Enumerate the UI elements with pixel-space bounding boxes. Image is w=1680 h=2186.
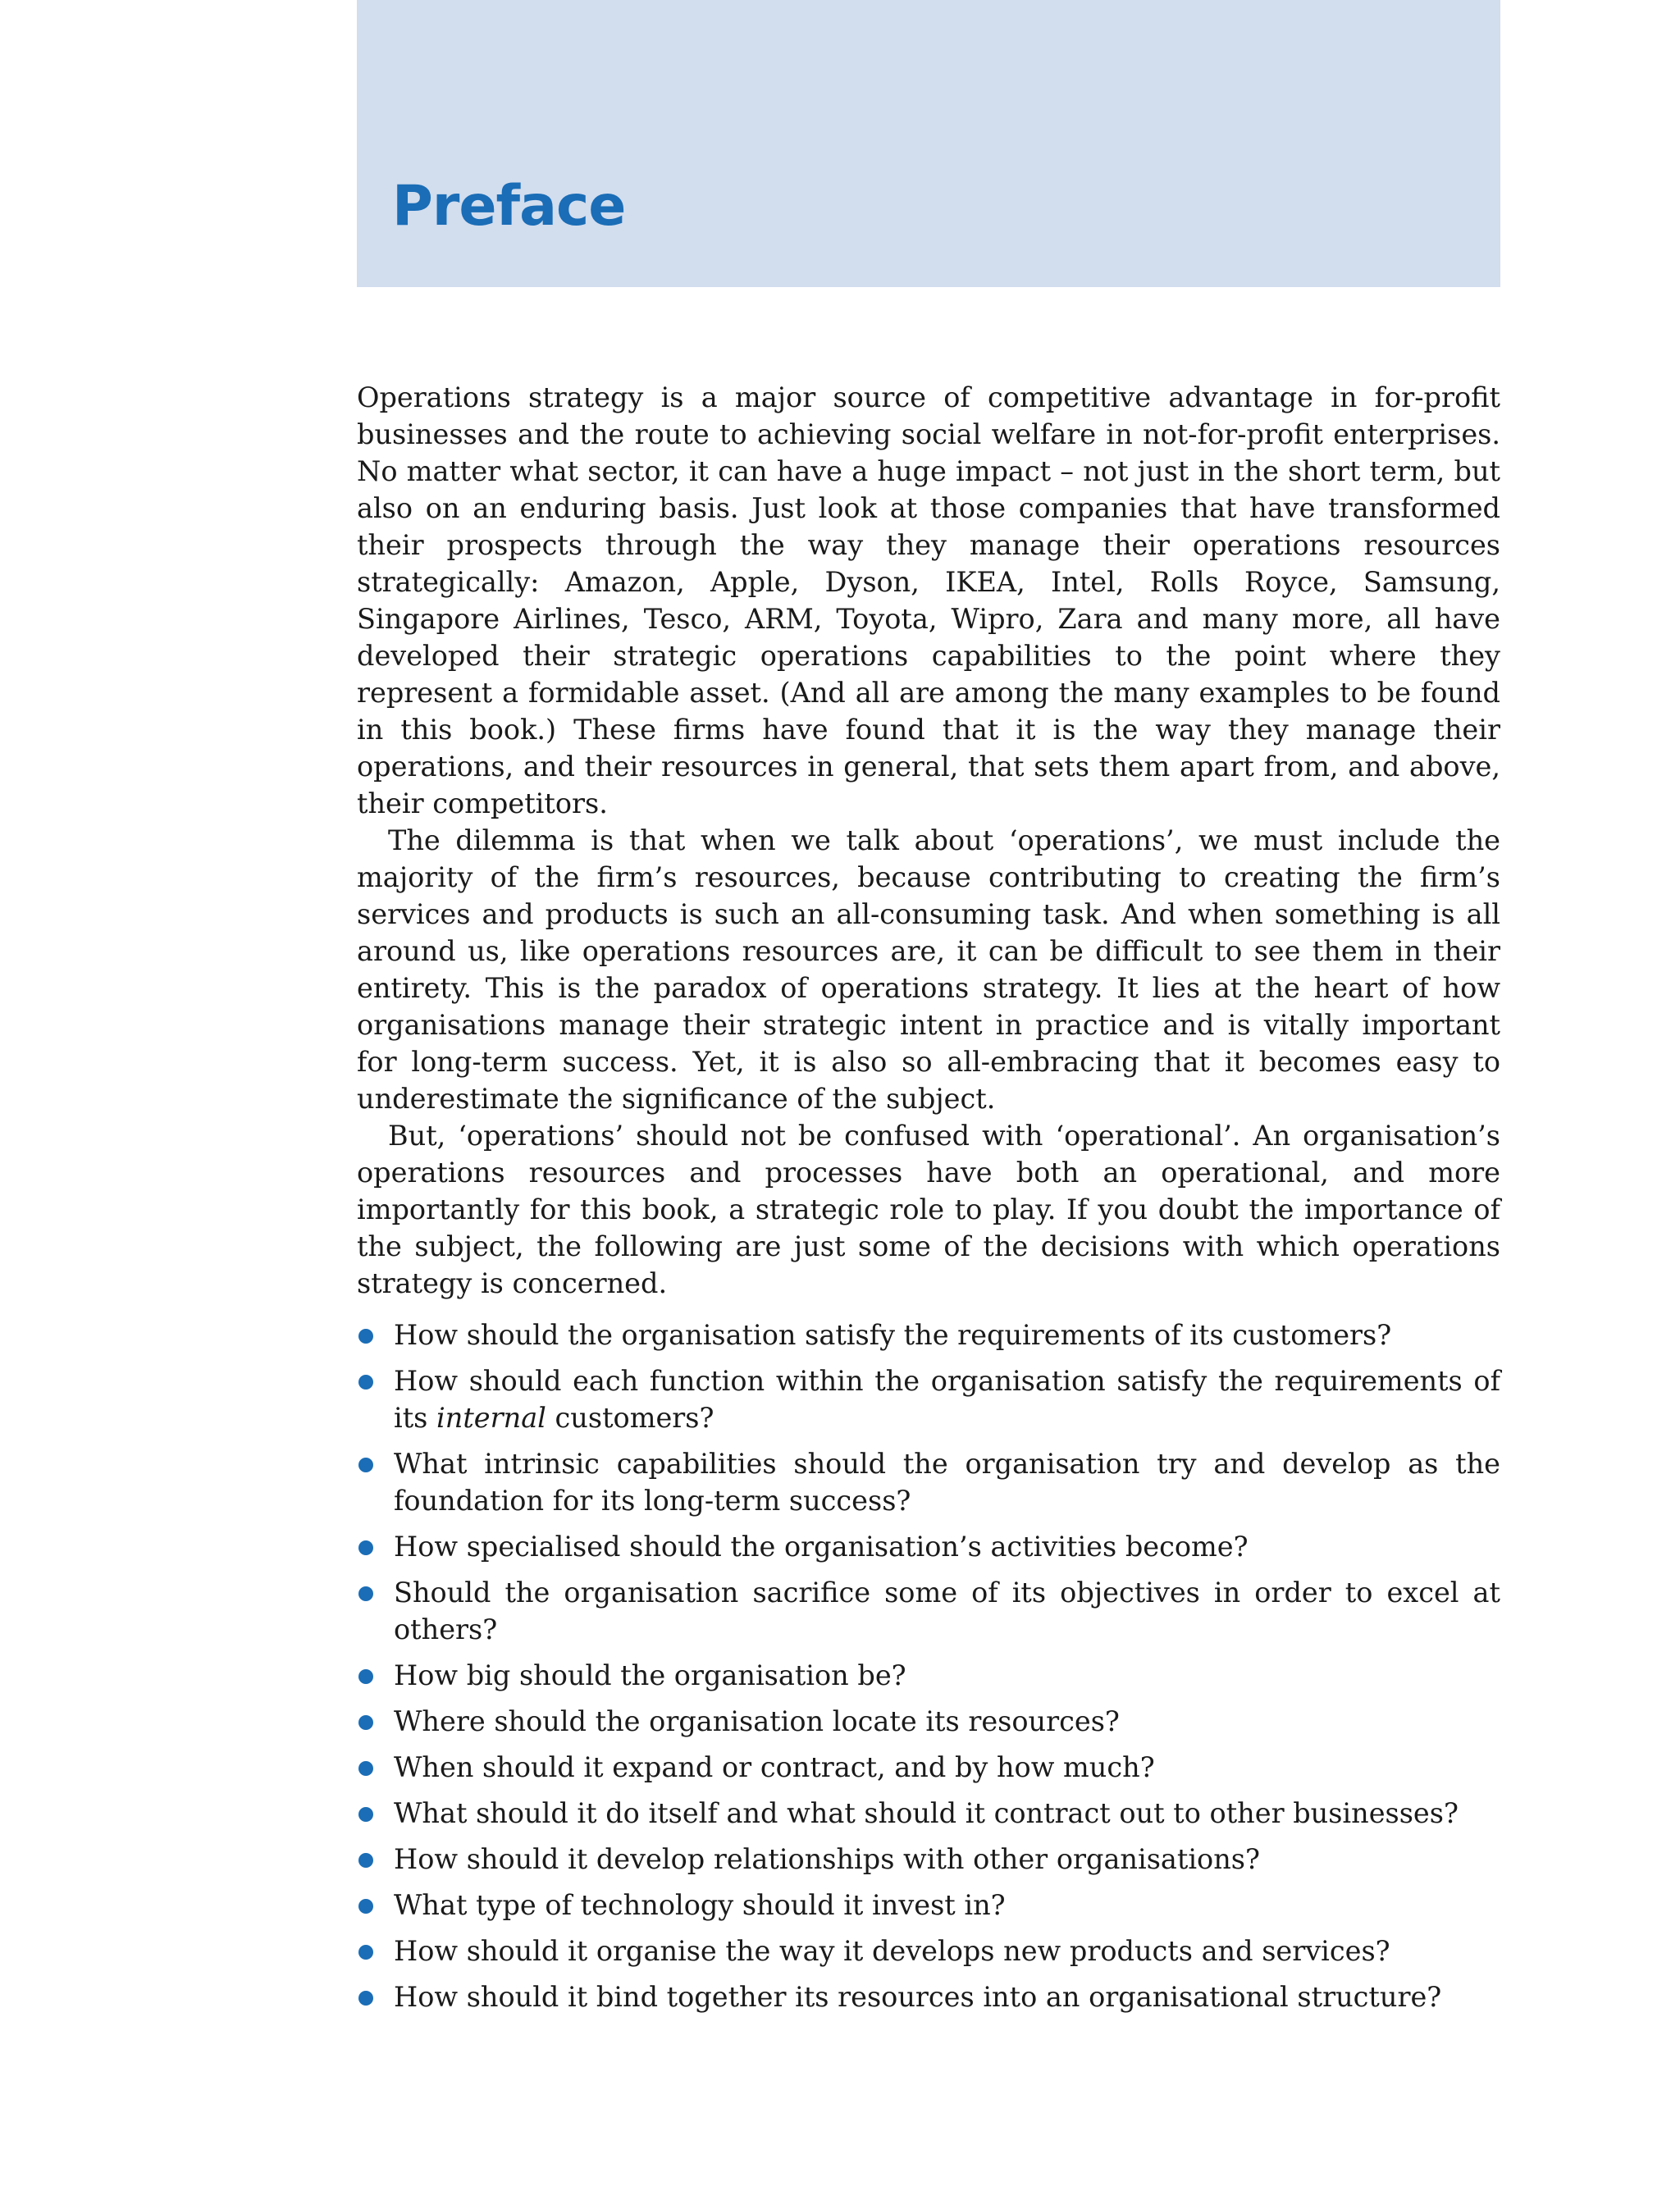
list-item [357, 1445, 1500, 1519]
list-item-text: How should it organise the way it develops new products and services? [394, 1935, 1390, 1967]
list-item-text: How should it bind together its resources into an organisational structure? [394, 1981, 1442, 2013]
bullet-icon [358, 1540, 373, 1555]
bullet-icon [358, 1991, 373, 2006]
list-item [357, 1703, 1500, 1740]
bullet-icon [358, 1329, 373, 1344]
page-title: Preface [392, 174, 626, 239]
bullet-icon [358, 1945, 373, 1960]
bullet-icon [358, 1761, 373, 1776]
list-item [357, 1795, 1500, 1832]
bullet-icon [358, 1586, 373, 1601]
list-item [357, 1657, 1500, 1694]
list-item-text-before: How should each function within the organisation satisfy the requirements of its [394, 1365, 1500, 1434]
bullet-icon [358, 1375, 373, 1390]
paragraph-dilemma: The dilemma is that when we talk about ‘operations’, we must include the majority of the firm’s resources, because contributing to creating the firm’s services and products is such an all-consuming task. And when something is all around us, like operations resources are, it can be difficult to see them in their entirety. This is the paradox of operations strategy. It lies at the heart of how organisations manage their strategic intent in practice and is vitally important for long-term success. Yet, it is also so all-embracing that it becomes easy to underestimate the significance of the subject. [357, 824, 1500, 1115]
list-item-text: What should it do itself and what should it contract out to other businesses? [394, 1797, 1459, 1829]
list-item [357, 1933, 1500, 1969]
page-body [357, 379, 1500, 2024]
list-item-text-after: customers? [546, 1402, 714, 1434]
list-item [357, 1574, 1500, 1648]
list-item [357, 1978, 1500, 2015]
list-item [357, 1362, 1500, 1436]
list-item-text: What intrinsic capabilities should the organisation try and develop as the foundation for its long-term success? [394, 1448, 1500, 1517]
list-item-text: How big should the organisation be? [394, 1659, 906, 1691]
paragraph-intro: Operations strategy is a major source of competitive advantage in for-profit businesses and the route to achieving social welfare in not-for-profit enterprises. No matter what sector, it can have a huge impact – not just in the short term, but also on an enduring basis. Just look at those companies that have transformed their prospects through the way they manage their operations resources strategically: Amazon, Apple, Dyson, IKEA, Intel, Rolls Royce, Samsung, Singapore Airlines, Tesco, ARM, Toyota, Wipro, Zara and many more, all have developed their strategic operations capabilities to the point where they represent a formidable asset. (And all are among the many examples to be found in this book.) These firms have found that it is the way they manage their operations, and their resources in general, that sets them apart from, and above, their competitors. [357, 381, 1500, 819]
bullet-icon [358, 1899, 373, 1914]
list-item-emphasis: internal [436, 1402, 546, 1434]
header-band [357, 0, 1500, 287]
paragraph-operations: But, ‘operations’ should not be confused with ‘operational’. An organisation’s operations resources and processes have both an operational, and more importantly for this book, a strategic role to play. If you doubt the importance of the subject, the following are just some of the decisions with which operations strategy is concerned. [357, 1120, 1500, 1299]
list-item [357, 1317, 1500, 1353]
bullet-icon [358, 1715, 373, 1730]
list-item [357, 1528, 1500, 1565]
list-item-text: What type of technology should it invest in? [394, 1889, 1006, 1921]
list-item-text: How should it develop relationships with other organisations? [394, 1843, 1260, 1875]
list-item [357, 1749, 1500, 1786]
decision-list [357, 1317, 1500, 2015]
list-item [357, 1841, 1500, 1878]
list-item-text: When should it expand or contract, and by how much? [394, 1751, 1155, 1783]
list-item-text: Where should the organisation locate its resources? [394, 1705, 1120, 1737]
bullet-icon [358, 1458, 373, 1472]
list-item-text: How should the organisation satisfy the requirements of its customers? [394, 1319, 1392, 1351]
list-item-text: Should the organisation sacrifice some of its objectives in order to excel at others? [394, 1577, 1500, 1645]
list-item [357, 1887, 1500, 1924]
list-item-text: How specialised should the organisation’s activities become? [394, 1531, 1249, 1563]
bullet-icon [358, 1853, 373, 1868]
list-item-text [394, 1365, 1500, 1434]
bullet-icon [358, 1807, 373, 1822]
bullet-icon [358, 1669, 373, 1684]
